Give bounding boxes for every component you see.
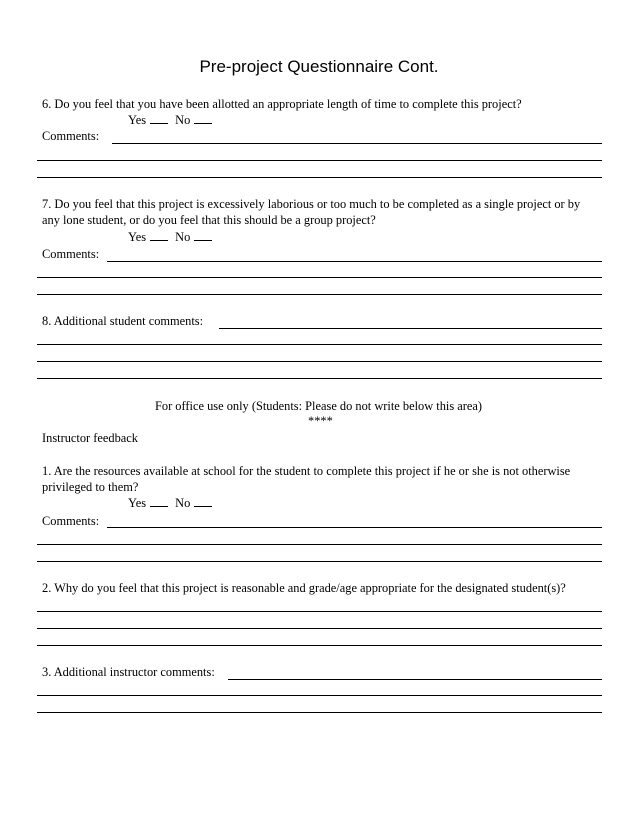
instructor-feedback-heading: Instructor feedback [42, 431, 138, 445]
i2-comment-line[interactable] [37, 645, 602, 646]
i3-comment-line[interactable] [228, 679, 602, 680]
q7-yes-blank[interactable] [150, 230, 168, 241]
i2-comment-line[interactable] [37, 628, 602, 629]
q8-comment-line[interactable] [37, 361, 602, 362]
i1-comment-line[interactable] [37, 544, 602, 545]
question-7-line-1: 7. Do you feel that this project is excessively laborious or too much to be completed as a single project or by [42, 197, 581, 211]
q8-comment-line[interactable] [219, 328, 602, 329]
i1-comment-line[interactable] [37, 561, 602, 562]
q6-comment-line[interactable] [112, 143, 602, 144]
q8-comment-line[interactable] [37, 378, 602, 379]
i1-no-blank[interactable] [194, 496, 212, 507]
instructor-question-1-line-1: 1. Are the resources available at school for the student to complete this project if he or she is not otherwise [42, 464, 571, 478]
yes-label: Yes [128, 496, 147, 510]
i1-yes-blank[interactable] [150, 496, 168, 507]
q7-comment-line[interactable] [37, 277, 602, 278]
instructor-question-3: 3. Additional instructor comments: [42, 665, 215, 679]
q8-comment-line[interactable] [37, 344, 602, 345]
i2-comment-line[interactable] [37, 611, 602, 612]
no-label: No [175, 230, 191, 244]
q6-yes-blank[interactable] [150, 113, 168, 124]
question-7-line-2: any lone student, or do you feel that this should be a group project? [42, 213, 376, 227]
i1-comment-line[interactable] [107, 527, 602, 528]
q7-no-blank[interactable] [194, 230, 212, 241]
q6-yes-no [128, 113, 216, 128]
i1-yes-no [128, 496, 216, 511]
i3-comment-line[interactable] [37, 712, 602, 713]
yes-label: Yes [128, 230, 147, 244]
q6-comment-line[interactable] [37, 160, 602, 161]
no-label: No [175, 496, 191, 510]
i3-comment-line[interactable] [37, 695, 602, 696]
no-label: No [175, 113, 191, 127]
question-6: 6. Do you feel that you have been allotted an appropriate length of time to complete this project? [42, 97, 522, 111]
q6-comment-line[interactable] [37, 177, 602, 178]
instructor-question-2: 2. Why do you feel that this project is reasonable and grade/age appropriate for the designated student(s)? [42, 581, 566, 595]
office-use-notice: For office use only (Students: Please do not write below this area) [155, 399, 483, 413]
q7-comment-line[interactable] [107, 261, 602, 262]
stars-divider: **** [308, 414, 333, 428]
instructor-question-1-line-2: privileged to them? [42, 480, 139, 494]
i1-comments-label: Comments: [42, 514, 100, 528]
yes-label: Yes [128, 113, 147, 127]
q7-yes-no [128, 230, 216, 245]
question-8: 8. Additional student comments: [42, 314, 204, 328]
q6-comments-label: Comments: [42, 129, 100, 143]
q6-no-blank[interactable] [194, 113, 212, 124]
q7-comments-label: Comments: [42, 247, 100, 261]
q7-comment-line[interactable] [37, 294, 602, 295]
page-title: Pre-project Questionnaire Cont. [199, 57, 439, 76]
